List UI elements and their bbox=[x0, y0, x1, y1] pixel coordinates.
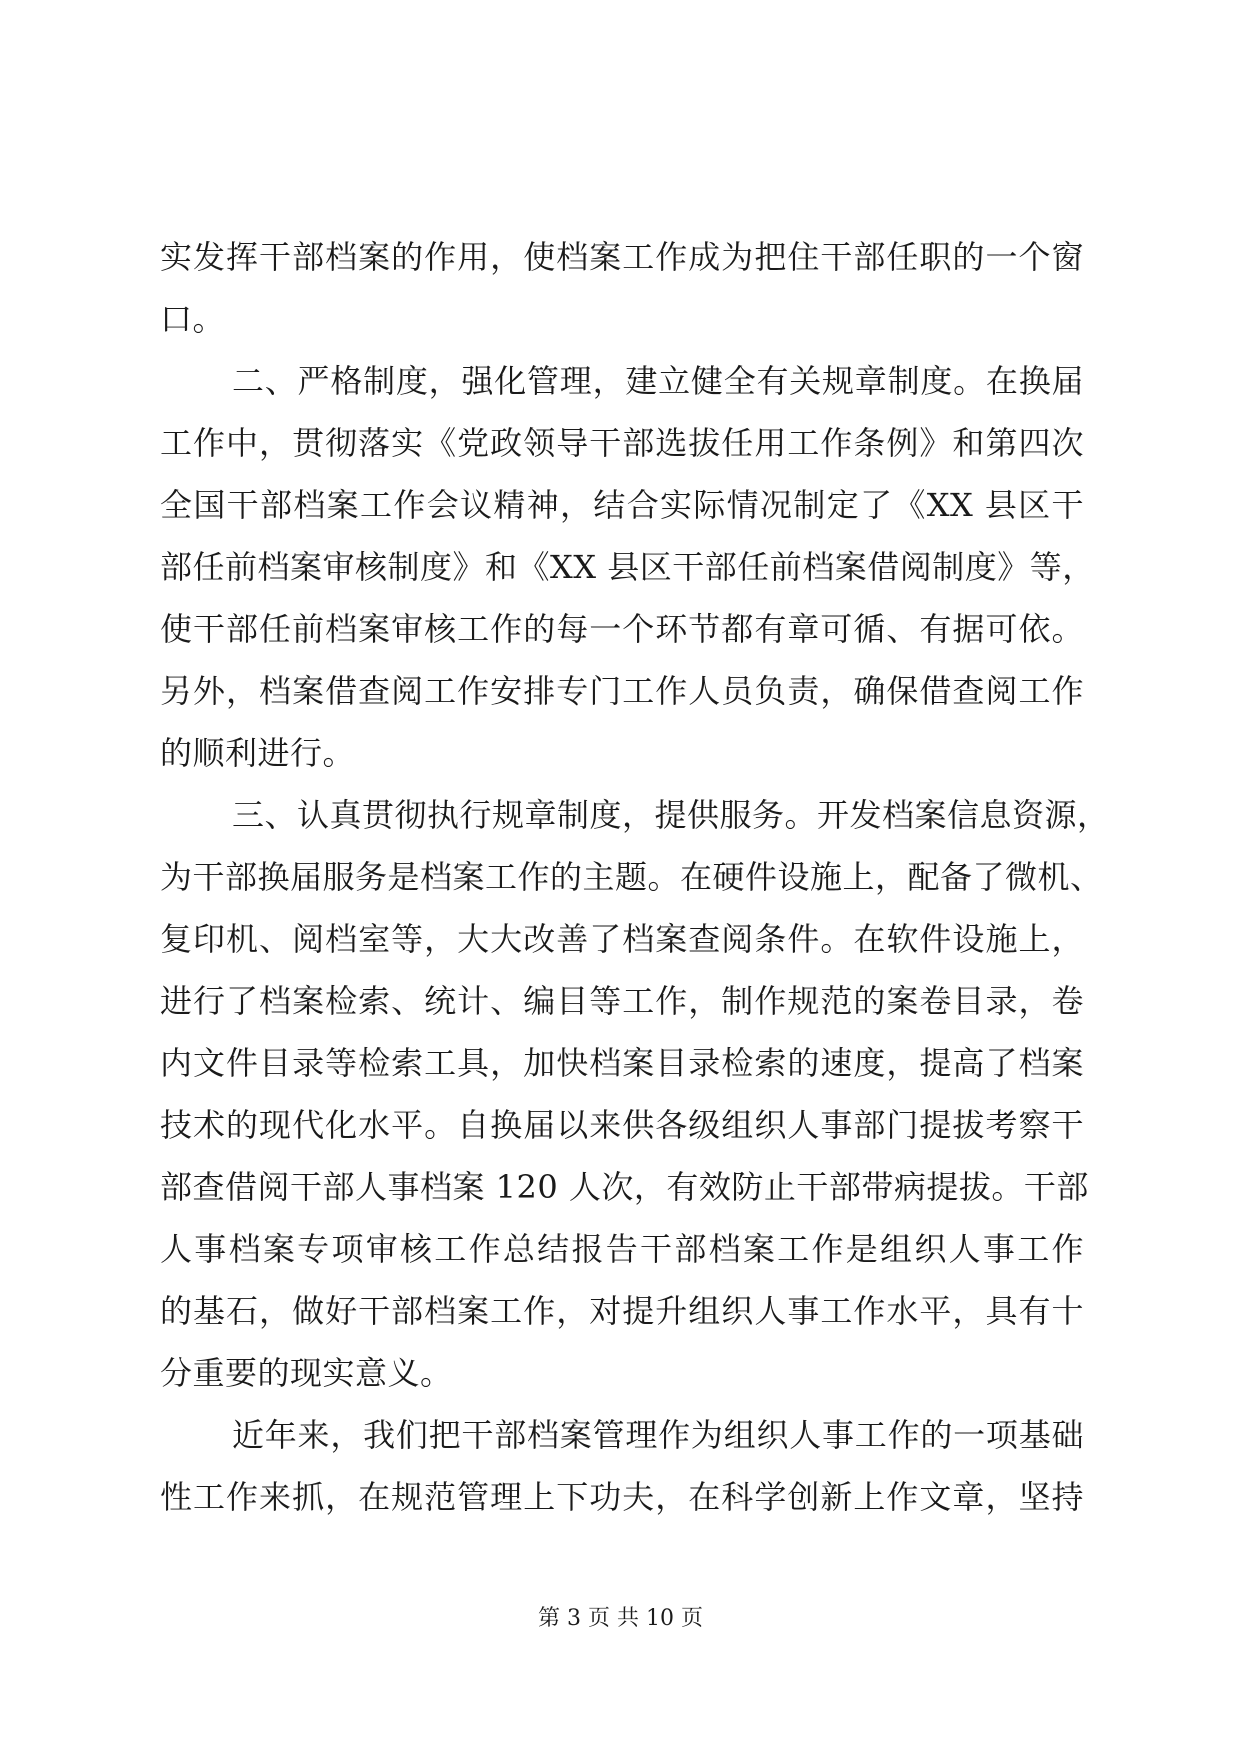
text-line: 复印机、阅档室等，大大改善了档案查阅条件。在软件设施上， bbox=[160, 920, 1084, 958]
text-line: 部查借阅干部人事档案 120 人次，有效防止干部带病提拔。干部 bbox=[160, 1168, 1089, 1206]
page-number: 第 3 页 共 10 页 bbox=[538, 1606, 703, 1631]
text-line: 三、认真贯彻执行规章制度，提供服务。开发档案信息资源， bbox=[232, 796, 1110, 834]
text-line: 口。 bbox=[160, 300, 226, 338]
document-body bbox=[160, 226, 1110, 1528]
text-line: 使干部任前档案审核工作的每一个环节都有章可循、有据可依。 bbox=[160, 610, 1084, 648]
text-line: 技术的现代化水平。自换届以来供各级组织人事部门提拔考察干 bbox=[160, 1106, 1084, 1144]
text-line: 为干部换届服务是档案工作的主题。在硬件设施上，配备了微机、 bbox=[160, 858, 1103, 896]
text-line: 部任前档案审核制度》和《XX 县区干部任前档案借阅制度》等， bbox=[160, 548, 1095, 586]
text-line: 的顺利进行。 bbox=[160, 734, 356, 772]
text-line: 全国干部档案工作会议精神，结合实际情况制定了《XX 县区干 bbox=[160, 486, 1084, 524]
page-footer bbox=[0, 1604, 1241, 1634]
text-line: 二、严格制度，强化管理，建立健全有关规章制度。在换届 bbox=[232, 362, 1084, 400]
text-line: 近年来，我们把干部档案管理作为组织人事工作的一项基础 bbox=[232, 1416, 1084, 1454]
text-line: 进行了档案检索、统计、编目等工作，制作规范的案卷目录，卷 bbox=[160, 982, 1084, 1020]
text-line: 实发挥干部档案的作用，使档案工作成为把住干部任职的一个窗 bbox=[160, 238, 1084, 276]
text-line: 工作中，贯彻落实《党政领导干部选拔任用工作条例》和第四次 bbox=[160, 424, 1084, 462]
text-line: 另外，档案借查阅工作安排专门工作人员负责，确保借查阅工作 bbox=[160, 672, 1084, 710]
text-line: 的基石，做好干部档案工作，对提升组织人事工作水平，具有十 bbox=[160, 1292, 1084, 1330]
text-line: 内文件目录等检索工具，加快档案目录检索的速度，提高了档案 bbox=[160, 1044, 1084, 1082]
text-line: 人事档案专项审核工作总结报告干部档案工作是组织人事工作 bbox=[160, 1230, 1084, 1268]
text-line: 性工作来抓，在规范管理上下功夫，在科学创新上作文章，坚持 bbox=[160, 1478, 1084, 1516]
text-line: 分重要的现实意义。 bbox=[160, 1354, 453, 1392]
